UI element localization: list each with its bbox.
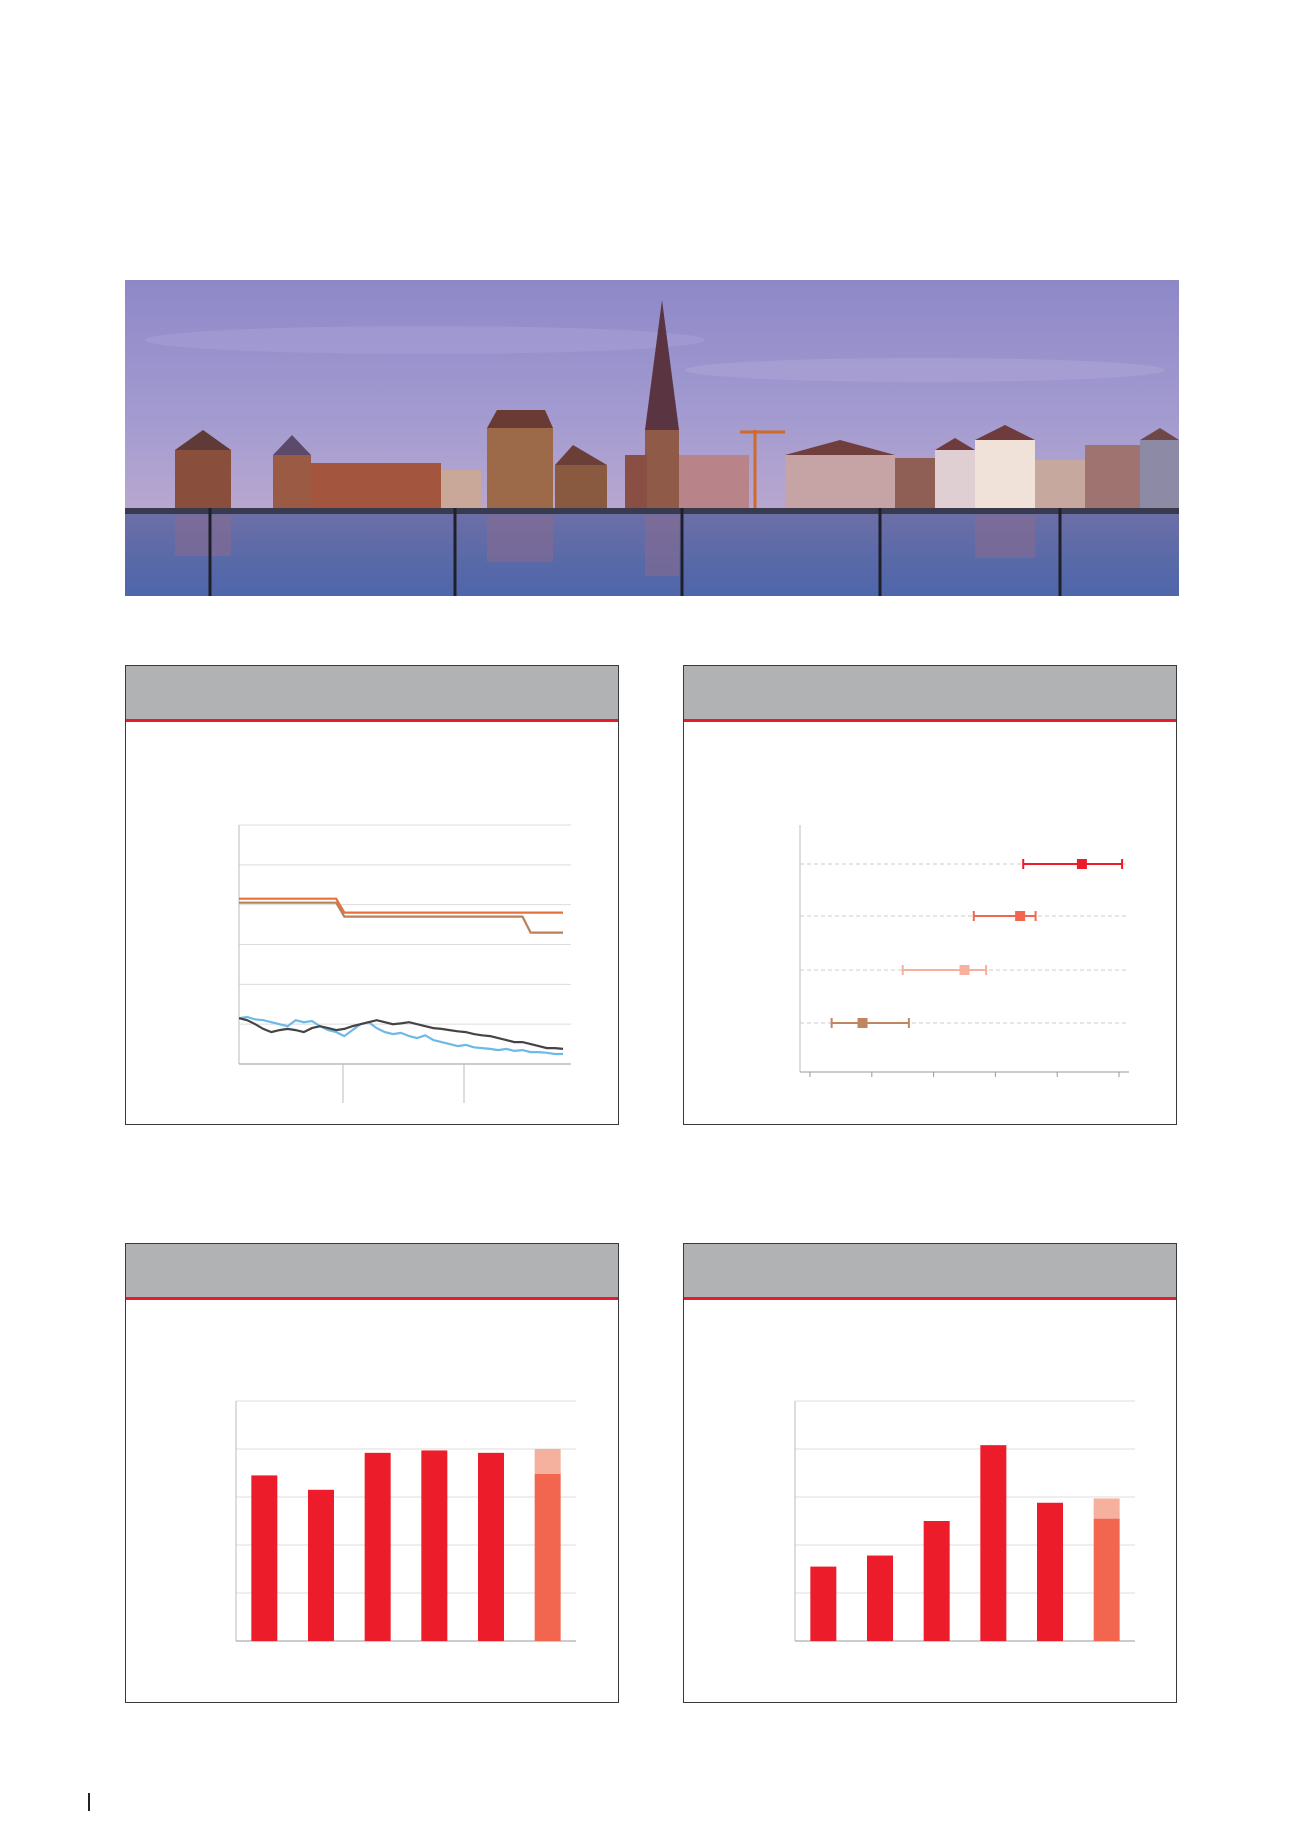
bar	[478, 1453, 504, 1641]
series-line-1	[239, 903, 563, 933]
bar-extension	[1094, 1498, 1120, 1518]
card-header	[684, 1244, 1176, 1300]
hero-photo	[125, 280, 1179, 596]
bar-extension	[535, 1449, 561, 1474]
harbour-skyline-image	[125, 280, 1179, 596]
data-point	[960, 965, 970, 975]
card-bar-chart-right	[683, 1243, 1177, 1703]
series-line-0	[239, 899, 563, 913]
bar	[1037, 1503, 1063, 1641]
data-point	[1077, 859, 1087, 869]
card-header	[126, 1244, 618, 1300]
bar	[535, 1474, 561, 1641]
bar	[251, 1475, 277, 1641]
bar-chart	[684, 1300, 1178, 1704]
bar	[924, 1521, 950, 1641]
bar	[1094, 1519, 1120, 1641]
card-range-chart	[683, 665, 1177, 1125]
card-header	[684, 666, 1176, 722]
line-chart	[126, 722, 620, 1126]
bar	[980, 1445, 1006, 1641]
card-line-chart	[125, 665, 619, 1125]
bar	[810, 1567, 836, 1641]
card-bar-chart-left	[125, 1243, 619, 1703]
bar	[421, 1450, 447, 1641]
bar	[867, 1556, 893, 1641]
card-header	[126, 666, 618, 722]
data-point	[1015, 911, 1025, 921]
bar-chart	[126, 1300, 620, 1704]
bar	[365, 1453, 391, 1641]
range-dot-chart	[684, 722, 1178, 1126]
page-marker	[88, 1793, 90, 1811]
bar	[308, 1490, 334, 1641]
data-point	[858, 1018, 868, 1028]
